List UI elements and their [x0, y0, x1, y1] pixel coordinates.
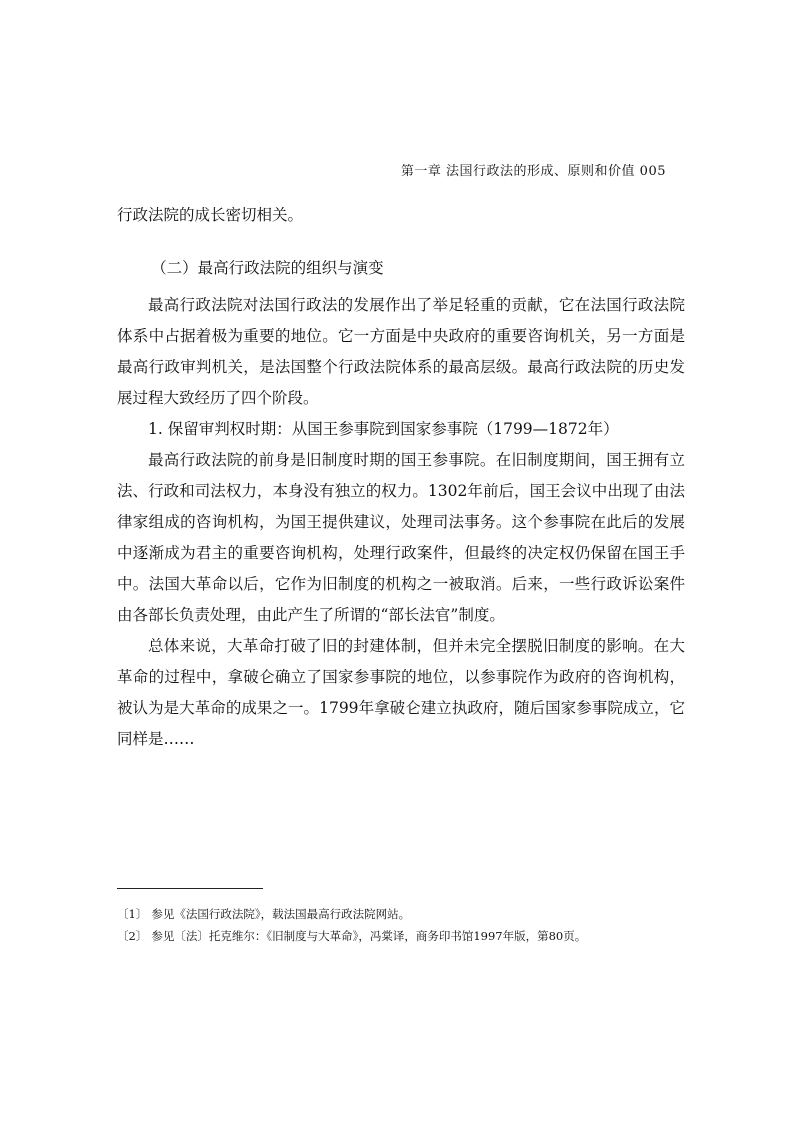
section-heading: （二）最高行政法院的组织与演变	[151, 259, 384, 277]
footnote	[117, 927, 685, 946]
paragraph: 最高行政法院的前身是旧制度时期的国王参事院。在旧制度期间，国王拥有立法、行政和司法权力，本身没有独立的权力。1302年前后，国王会议中出现了由法律家组成的咨询机构，为国王提供建议，处理司法事务。这个参事院在此后的发展中逐渐成为君主的重要咨询机构，处理行政案件，但最终的决定权仍保留在国王手中。法国大革命以后，它作为旧制度的机构之一被取消。后来，一些行政诉讼案件由各部长负责处理，由此产生了所谓的“部长法官”制度。	[117, 451, 685, 624]
footnotes	[117, 905, 685, 949]
footnote-text: 参见〔法〕托克维尔：《旧制度与大革命》，冯棠译，商务印书馆1997年版，第80页。	[151, 929, 587, 943]
paragraph: 总体来说，大革命打破了旧的封建体制，但并未完全摆脱旧制度的影响。在大革命的过程中，拿破仑确立了国家参事院的地位，以参事院作为政府的咨询机构，被认为是大革命的成果之一。1799年拿破仑建立执政府，随后国家参事院成立，它同样是……	[117, 637, 685, 748]
paragraph-continuation: 行政法院的成长密切相关。	[117, 206, 304, 224]
footnote-rule	[117, 888, 263, 889]
footnote-mark: 〔1〕	[117, 907, 148, 921]
paragraph: 最高行政法院对法国行政法的发展作出了举足轻重的贡献，它在法国行政法院体系中占据着极为重要的地位。它一方面是中央政府的重要咨询机关，另一方面是最高行政审判机关，是法国整个行政法院体系的最高层级。最高行政法院的历史发展过程大致经历了四个阶段。	[117, 296, 685, 407]
body-text	[117, 200, 685, 755]
running-head: 第一章 法国行政法的形成、原则和价值 005	[400, 164, 666, 179]
footnote	[117, 905, 685, 924]
subsection-heading: 1. 保留审判权时期：从国王参事院到国家参事院（1799—1872年）	[148, 420, 619, 438]
footnote-mark: 〔2〕	[117, 929, 148, 943]
footnote-text: 参见《法国行政法院》，载法国最高行政法院网站。	[151, 907, 411, 921]
